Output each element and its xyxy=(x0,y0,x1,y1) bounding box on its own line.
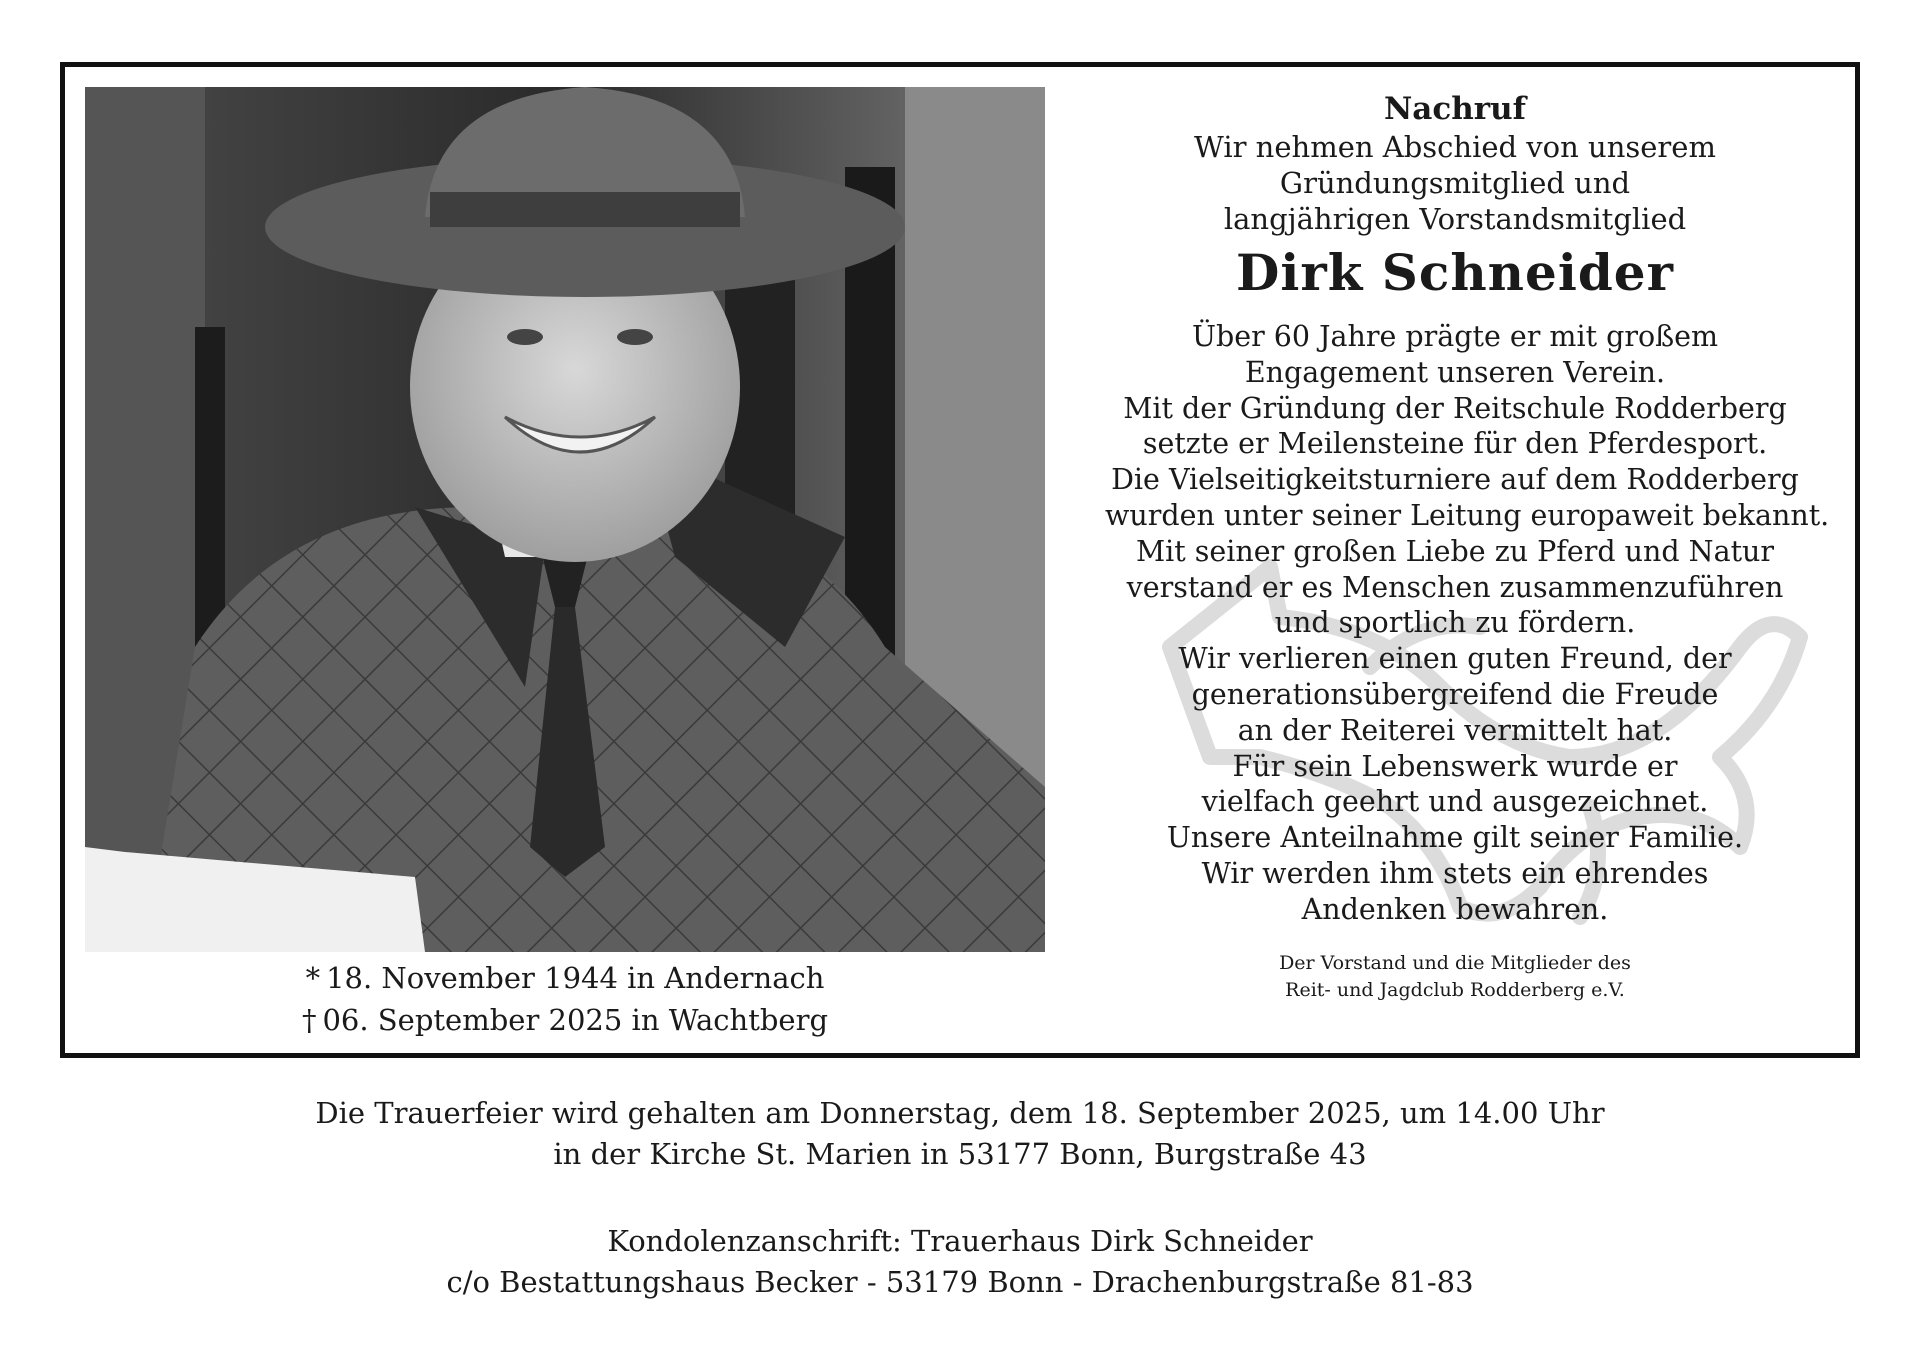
tribute-line: Mit seiner großen Liebe zu Pferd und Natur xyxy=(1135,534,1775,568)
signature-line: Reit- und Jagdclub Rodderberg e.V. xyxy=(1285,978,1625,1001)
tribute-line: wurden unter seiner Leitung europaweit bekannt. xyxy=(1105,498,1830,532)
ceremony-line: in der Kirche St. Marien in 53177 Bonn, Burgstraße 43 xyxy=(553,1137,1367,1171)
obituary-heading: Nachruf xyxy=(1383,91,1527,127)
tribute-line: Wir verlieren einen guten Freund, der xyxy=(1178,642,1732,676)
obituary-frame xyxy=(60,62,1860,1058)
deceased-name: Dirk Schneider xyxy=(1236,243,1674,302)
intro-line: Gründungsmitglied und xyxy=(1279,166,1631,200)
portrait-illustration xyxy=(85,87,1045,952)
tribute-line: an der Reiterei vermittelt hat. xyxy=(1237,713,1673,747)
tribute-line: Über 60 Jahre prägte er mit großem xyxy=(1191,320,1719,353)
life-dates xyxy=(85,957,1045,1041)
tribute-line: setzte er Meilensteine für den Pferdesport. xyxy=(1142,427,1768,461)
signature-line: Der Vorstand und die Mitglieder des xyxy=(1279,951,1631,974)
death-date xyxy=(85,999,1045,1041)
tribute-line: vielfach geehrt und ausgezeichnet. xyxy=(1201,785,1709,819)
death-text: 06. September 2025 in Wachtberg xyxy=(322,1003,829,1037)
tribute-line: Die Vielseitigkeitsturniere auf dem Rodderberg xyxy=(1111,463,1799,497)
birth-text: 18. November 1944 in Andernach xyxy=(326,961,825,995)
tribute-line: verstand er es Menschen zusammenzuführen xyxy=(1126,570,1784,604)
cross-icon: † xyxy=(301,1003,317,1037)
condolence-line: Kondolenzanschrift: Trauerhaus Dirk Schneider xyxy=(607,1224,1313,1258)
tribute-line: und sportlich zu fördern. xyxy=(1274,606,1636,640)
birth-symbol: * xyxy=(305,961,321,995)
intro-line: Wir nehmen Abschied von unserem xyxy=(1194,130,1716,164)
obituary-text xyxy=(1105,89,1830,1004)
tribute-line: Engagement unseren Verein. xyxy=(1244,355,1666,389)
intro-line: langjährigen Vorstandsmitglied xyxy=(1223,202,1687,236)
condolence-line: c/o Bestattungshaus Becker - 53179 Bonn - Drachenburgstraße 81-83 xyxy=(446,1265,1474,1299)
birth-date xyxy=(85,957,1045,999)
signature xyxy=(1105,950,1805,1004)
tribute-line: Unsere Anteilnahme gilt seiner Familie. xyxy=(1166,821,1744,855)
tribute-line: Für sein Lebenswerk wurde er xyxy=(1232,749,1678,783)
tribute-line: generationsübergreifend die Freude xyxy=(1191,677,1719,711)
ceremony-info xyxy=(0,1093,1920,1175)
intro-text xyxy=(1105,129,1805,237)
portrait-photo xyxy=(85,87,1045,952)
condolence-address xyxy=(0,1221,1920,1303)
tribute-line: Mit der Gründung der Reitschule Rodderberg xyxy=(1123,391,1787,425)
tribute-line: Wir werden ihm stets ein ehrendes xyxy=(1201,856,1709,890)
tribute-text xyxy=(1105,319,1830,928)
ceremony-line: Die Trauerfeier wird gehalten am Donnerstag, dem 18. September 2025, um 14.00 Uhr xyxy=(315,1096,1605,1130)
tribute-line: Andenken bewahren. xyxy=(1301,892,1609,926)
